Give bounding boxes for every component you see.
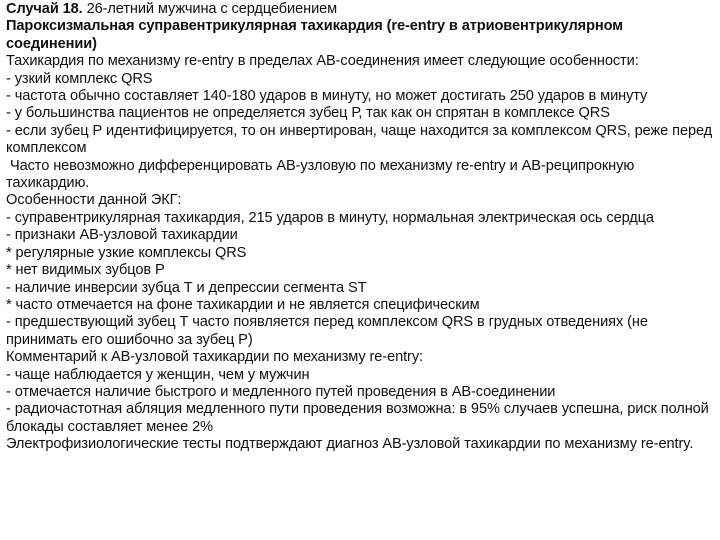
text-line: - предшествующий зубец Т часто появляется перед комплексом QRS в грудных отведениях (не принимать его ошибочно за зубец Р) (6, 314, 652, 348)
text-line: - наличие инверсии зубца Т и депрессии сегмента ST (6, 279, 367, 296)
text-line: * часто отмечается на фоне тахикардии и не является специфическим (6, 296, 480, 313)
text-line: Особенности данной ЭКГ: (6, 192, 182, 209)
text-line: Электрофизиологические тесты подтверждают диагноз АВ-узловой тахикардии по механизму re-entry. (6, 436, 694, 453)
text-line: - чаще наблюдается у женщин, чем у мужчин (6, 366, 310, 383)
text-line: Часто невозможно дифференцировать АВ-узловую по механизму re-entry и АВ-реципрокную тахикардию. (6, 157, 639, 192)
text-line: - узкий комплекс QRS (6, 70, 153, 87)
text-line: * нет видимых зубцов Р (6, 262, 165, 279)
text-line: - суправентрикулярная тахикардия, 215 ударов в минуту, нормальная электрическая ось сердца (6, 209, 654, 226)
text-line: * регулярные узкие комплексы QRS (6, 244, 247, 261)
text-line: - отмечается наличие быстрого и медленного путей проведения в АВ-соединении (6, 383, 556, 400)
text-line: Тахикардия по механизму re-entry в пределах АВ-соединения имеет следующие особенности: (6, 53, 639, 70)
case-description: 26-летний мужчина с сердцебиением (82, 1, 338, 17)
text-line: - радиочастотная абляция медленного пути проведения возможна: в 95% случаев успешна, риск полной блокады составляет менее 2% (6, 401, 713, 435)
text-line: - частота обычно составляет 140-180 ударов в минуту, но может достигать 250 ударов в минуту (6, 88, 648, 105)
case-number: Случай 18. (6, 1, 83, 17)
case-text (6, 1, 717, 454)
case-title (6, 1, 714, 18)
text-line: Комментарий к АВ-узловой тахикардии по механизму re-entry: (6, 349, 423, 366)
text-line: - у большинства пациентов не определяется зубец Р, так как он спрятан в комплексе QRS (6, 105, 610, 122)
diagnosis-heading: Пароксизмальная суправентрикулярная тахикардия (re-entry в атриовентрикулярном соединении) (6, 18, 627, 52)
text-line: - если зубец Р идентифицируется, то он инвертирован, чаще находится за комплексом QRS, реже перед комплексом (6, 122, 717, 157)
text-line: - признаки АВ-узловой тахикардии (6, 227, 238, 244)
